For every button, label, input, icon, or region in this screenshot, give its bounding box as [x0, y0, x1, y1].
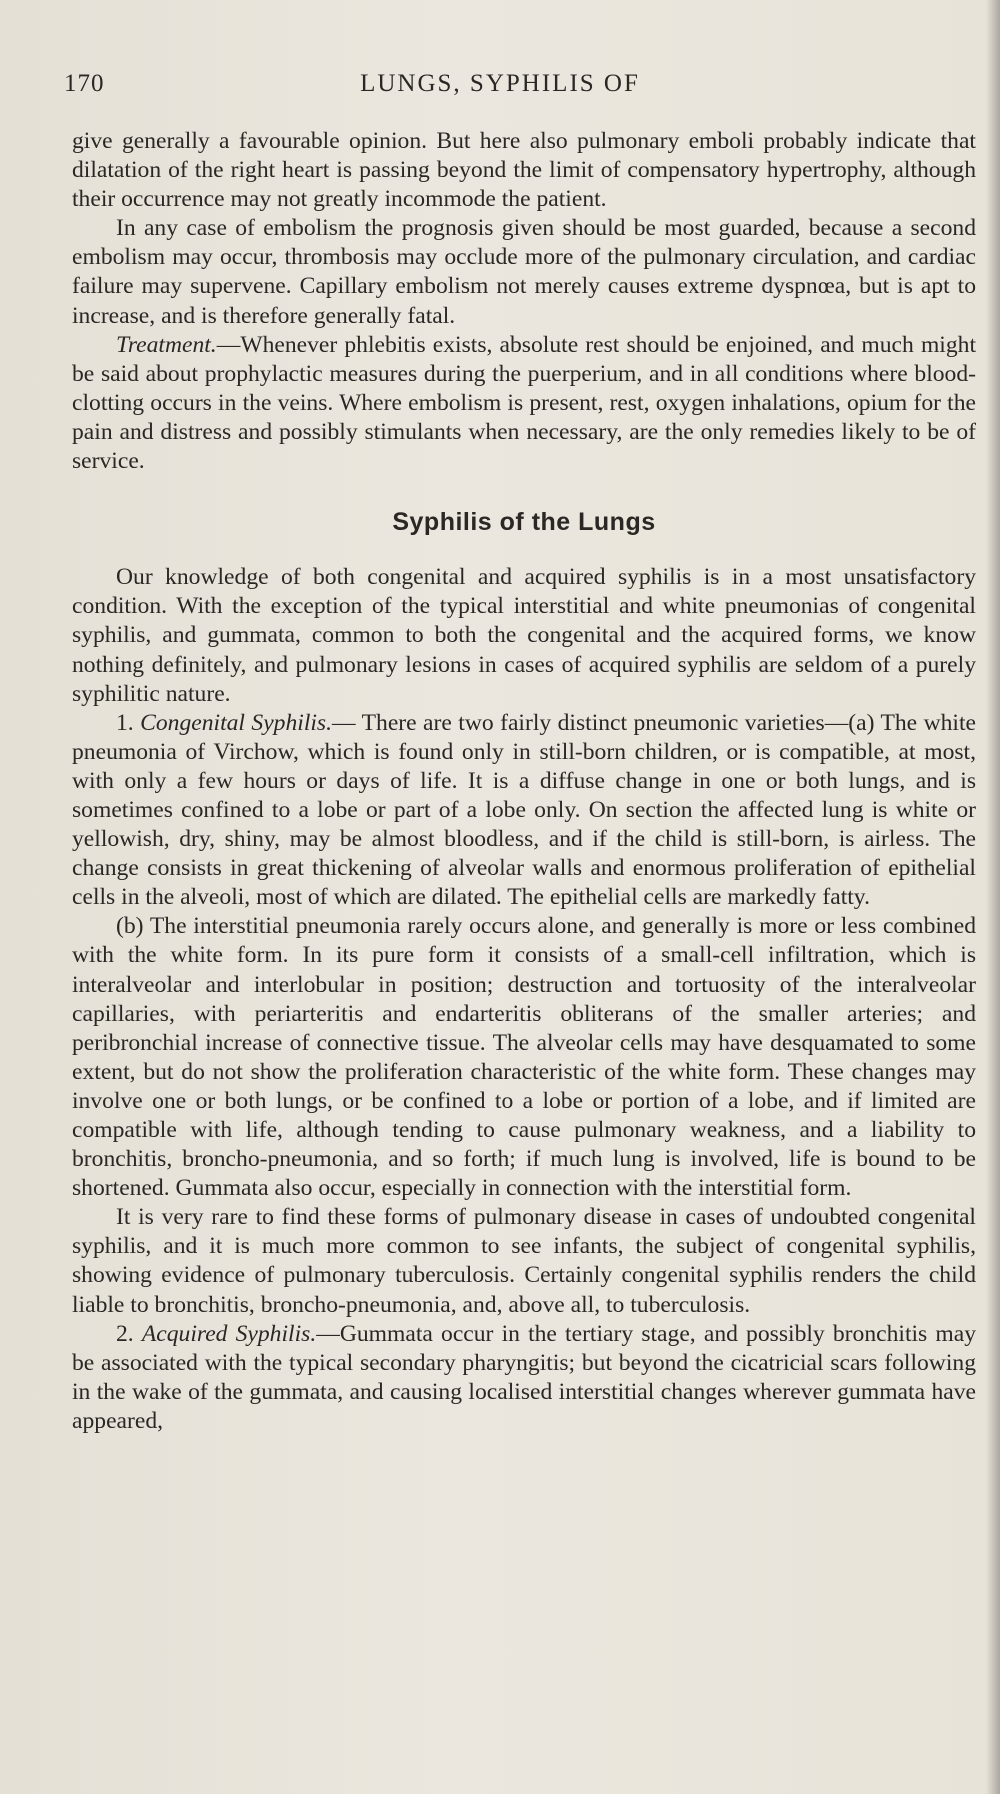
paragraph-continuation: give generally a favourable opinion. But here also pulmonary emboli probably indicate that dilatation of the right heart is passing beyond the limit of compensatory hypertrophy, although their occurrence may not greatly incommode the patient. [72, 128, 976, 213]
paragraph-acquired: 2. Acquired Syphilis.—Gummata occur in the tertiary stage, and possibly bronchitis may be associated with the typical secondary pharyngitis; but beyond the cicatricial scars following in the wake of the gummata, and causing localised interstitial changes wherever gummata have appeared, [72, 1320, 977, 1434]
page-number: 170 [64, 70, 105, 97]
section-title: Syphilis of the Lungs [392, 508, 656, 537]
congenital-heading: Congenital Syphilis. [140, 709, 333, 736]
paragraph-prognosis: In any case of embolism the prognosis given should be most guarded, because a second embolism may occur, thrombosis may occlude more of the pulmonary circulation, and cardiac failure may supervene. Capillary embolism not merely causes extreme dyspnœa, but is apt to increase, and is therefore generally fatal. [72, 215, 976, 329]
body-text [72, 127, 976, 1436]
paragraph-knowledge: Our knowledge of both congenital and acquired syphilis is in a most unsatisfactory condition. With the exception of the typical interstitial and white pneumonias of congenital syphilis, and gummata, common to both the congenital and the acquired forms, we know nothing definitely, and pulmonary lesions in cases of acquired syphilis are seldom of a purely syphilitic nature. [72, 564, 976, 707]
acquired-heading: Acquired Syphilis. [141, 1320, 317, 1347]
paragraph-rarity: It is very rare to find these forms of pulmonary disease in cases of undoubted congenital syphilis, and it is much more common to see infants, the subject of congenital syphilis, showing evidence of pulmonary tuberculosis. Certainly congenital syphilis renders the child liable to bronchitis, broncho-pneumonia, and, above all, to tuberculosis. [72, 1204, 976, 1318]
treatment-heading: Treatment. [116, 331, 217, 358]
page-edge-shadow [986, 0, 1000, 1794]
page-header [64, 70, 936, 110]
paragraph-congenital: 1. Congenital Syphilis.— There are two fairly distinct pneumonic varieties—(a) The white pneumonia of Virchow, which is found only in still-born children, or is compatible, at most, with only a few hours or days of life. It is a diffuse change in one or both lungs, and is sometimes confined to a lobe or part of a lobe only. On section the affected lung is white or yellowish, dry, shiny, may be almost bloodless, and if the child is still-born, is airless. The change consists in great thickening of alveolar walls and enormous proliferation of epithelial cells in the alveoli, most of which are dilated. The epithelial cells are markedly fatty. [72, 709, 976, 911]
paragraph-interstitial: (b) The interstitial pneumonia rarely occurs alone, and generally is more or less combined with the white form. In its pure form it consists of a small-cell infiltration, which is interalveolar and interlobular in position; destruction and tortuosity of the interalveolar capillaries, with periarteritis and endarteritis obliterans of the smaller arteries; and peribronchial increase of connective tissue. The alveolar cells may have desquamated to some extent, but do not show the proliferation characteristic of the white form. These changes may involve one or both lungs, or be confined to a lobe or portion of a lobe, and if limited are compatible with life, although tending to cause pulmonary weakness, and a liability to bronchitis, broncho-pneumonia, and so forth; if much lung is involved, life is bound to be shortened. Gummata also occur, especially in connection with the interstitial form. [72, 913, 976, 1202]
paragraph-treatment: Treatment.—Whenever phlebitis exists, absolute rest should be enjoined, and much might be said about prophylactic measures during the puerperium, and in all conditions where blood-clotting occurs in the veins. Where embolism is present, rest, oxygen inhalations, opium for the pain and distress and possibly stimulants when necessary, are the only remedies likely to be of service. [72, 331, 976, 475]
running-head: LUNGS, SYPHILIS OF [360, 70, 640, 97]
